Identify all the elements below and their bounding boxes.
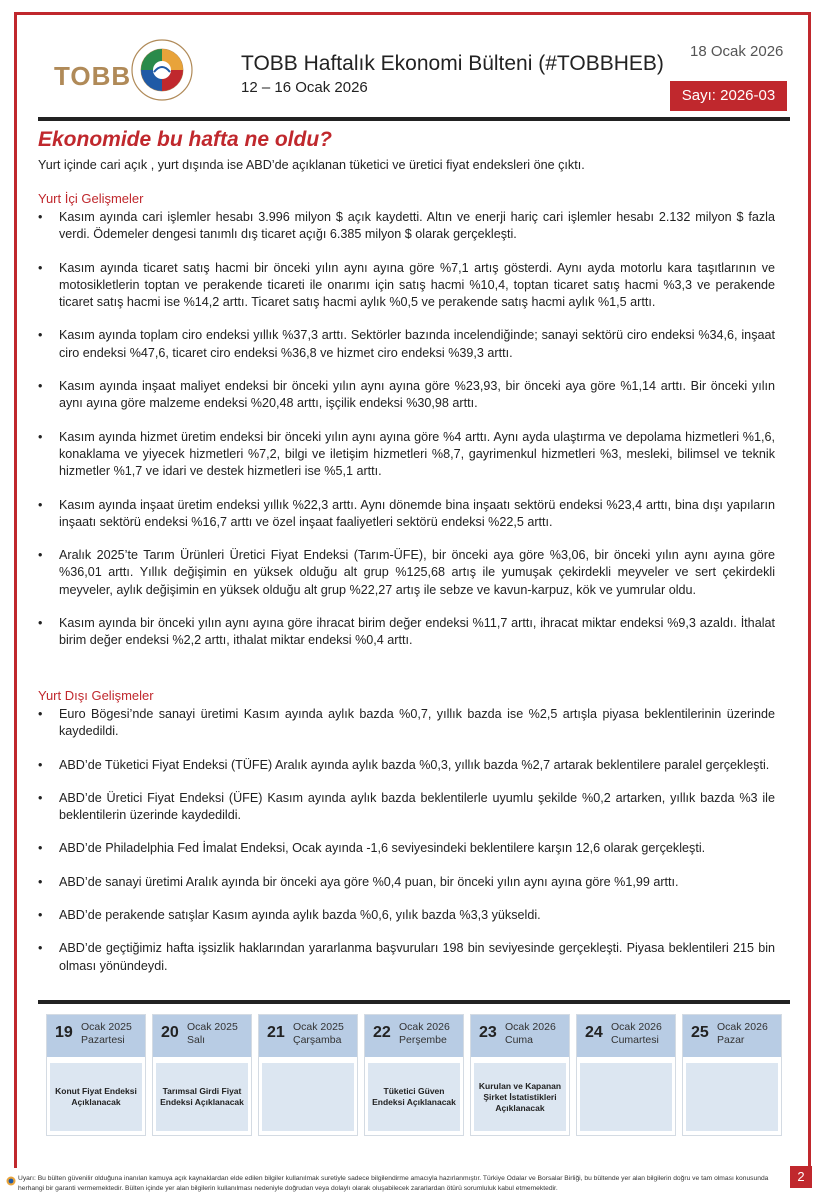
calendar-day (46, 1014, 146, 1136)
day-number: 25 (691, 1024, 709, 1041)
calendar-day-header (683, 1015, 781, 1057)
logo-text: TOBB (54, 61, 132, 91)
list-item: • Euro Bögesi’nde sanayi üretimi Kasım ayında aylık bazda %0,7, yıllık bazda ise %2,5 artışla piyasa beklentilerinin üzerinde kaydedildi. (38, 706, 775, 741)
day-month: Ocak 2026 (505, 1021, 556, 1033)
calendar-day (576, 1014, 676, 1136)
disclaimer: Uyarı: Bu bülten güvenilir olduğuna inanılan kamuya açık kaynaklardan elde edilen bilgiler kullanılmak suretiyle sadece bilgilendirme amacıyla hazırlanmıştır. Türkiye Odalar ve Borsalar Birliği, bu bültende yer alan bilgilerin doğru ve tam olması konusunda herhangi bir garanti vermemektedir. Bülten içinde yer alan bilgilerin kullanılması nedeniyle doğrudan veya dolaylı olarak oluşabilecek zararlardan ötürü sorumluluk kabul etmemektedir. (18, 1175, 769, 1192)
list-item: • Kasım ayında inşaat maliyet endeksi bir önceki yılın aynı ayına göre %23,93, bir önceki aya göre %1,14 arttı. Bir önceki yılın aynı ayına göre malzeme endeksi %20,48 arttı, işçilik endeksi %30,98 arttı. (38, 378, 775, 413)
day-name: Pazartesi (81, 1034, 125, 1046)
calendar-day-body (686, 1063, 778, 1131)
day-event: Konut Fiyat Endeksi Açıklanacak (55, 1086, 137, 1107)
calendar-divider (38, 1000, 790, 1004)
calendar-day-body (474, 1063, 566, 1131)
day-month: Ocak 2025 (293, 1021, 344, 1033)
day-number: 20 (161, 1024, 179, 1041)
calendar-day (258, 1014, 358, 1136)
list-item: • Kasım ayında ticaret satış hacmi bir önceki yılın aynı ayına göre %7,1 artış gösterdi. Aynı ayda motorlu kara taşıtlarının ve motosikletlerin toptan ve perakende ticareti ile onarımı için satış hacmi %10,4, toptan ticaret satış hacmi %3,3 ve perakende ticaret satış hacmi ise %14,2 arttı. Ticaret satış hacmi aylık %0,5 ve perakende satış hacmi aylık %1,5 arttı. (38, 260, 775, 312)
day-name: Çarşamba (293, 1034, 342, 1046)
intro-text: Yurt içinde cari açık , yurt dışında ise ABD’de açıklanan tüketici ve üretici fiyat endeksleri öne çıktı. (38, 158, 585, 172)
calendar-day-body (50, 1063, 142, 1131)
day-month: Ocak 2025 (187, 1021, 238, 1033)
domestic-list (38, 209, 775, 666)
page-number: 2 (790, 1166, 812, 1188)
calendar-day-header (577, 1015, 675, 1057)
day-number: 23 (479, 1024, 497, 1041)
issue-badge: Sayı: 2026-03 (670, 81, 787, 111)
day-month: Ocak 2025 (81, 1021, 132, 1033)
day-month: Ocak 2026 (399, 1021, 450, 1033)
foreign-list (38, 706, 775, 991)
calendar-day-body (580, 1063, 672, 1131)
day-name: Cumartesi (611, 1034, 659, 1046)
list-item: • ABD’de Tüketici Fiyat Endeksi (TÜFE) Aralık ayında aylık bazda %0,3, yıllık bazda %2,7 artarak beklentilere paralel gerçekleşti. (38, 757, 775, 774)
calendar-day-header (153, 1015, 251, 1057)
list-item: • ABD’de perakende satışlar Kasım ayında aylık bazda %0,6, yılık bazda %3,3 yükseldi. (38, 907, 775, 924)
section-title: Ekonomide bu hafta ne oldu? (38, 128, 332, 151)
day-name: Cuma (505, 1034, 534, 1046)
list-item: • Kasım ayında inşaat üretim endeksi yıllık %22,3 arttı. Aynı dönemde bina inşaatı sektörü endeksi %23,4 arttı, bina dışı yapıların inşaatı sektörü endeksi %16,7 arttı ve özel inşaat faaliyetleri sektörü endeksi %22,5 arttı. (38, 497, 775, 532)
calendar-day-body (262, 1063, 354, 1131)
calendar-day (470, 1014, 570, 1136)
day-name: Pazar (717, 1034, 745, 1046)
list-item: • Kasım ayında hizmet üretim endeksi bir önceki yılın aynı ayına göre %4 arttı. Aynı ayda ulaştırma ve depolama hizmetleri %1,6, konaklama ve yiyecek hizmetleri %7,2, bilgi ve iletişim hizmetleri %8,7, gayrimenkul hizmetleri %3, mesleki, bilimsel ve teknik hizmetler %1,7 ve idari ve destek hizmetleri ise %5,1 arttı. (38, 429, 775, 481)
bulletin-title: TOBB Haftalık Ekonomi Bülteni (#TOBBHEB) (241, 52, 664, 75)
tobb-logo (54, 36, 199, 100)
day-event: Kurulan ve Kapanan Şirket İstatistikleri Açıklanacak (478, 1080, 562, 1113)
list-item: • ABD’de Üretici Fiyat Endeksi (ÜFE) Kasım ayında aylık bazda beklentilerle uyumlu şekilde %0,2 artarken, yıllık bazda %3 ile beklentilerin üzerinde kaydedildi. (38, 790, 775, 825)
list-item: • Aralık 2025’te Tarım Ürünleri Üretici Fiyat Endeksi (Tarım-ÜFE), bir önceki aya göre %3,06, bir önceki yılın aynı ayına göre %36,01 arttı. Yıllık değişimin en yüksek olduğu alt grup %125,68 artış ile yumuşak çekirdekli meyveler ve sert çekirdekli meyveler, aylık değişimin en yüksek olduğu alt grup %22,27 artış ile sebze ve kavun-karpuz, kök ve yumrular oldu. (38, 547, 775, 599)
calendar-day-body (156, 1063, 248, 1131)
calendar-day-header (471, 1015, 569, 1057)
calendar-day-header (47, 1015, 145, 1057)
header-divider (38, 117, 790, 121)
calendar-day-body (368, 1063, 460, 1131)
list-item: • ABD’de Philadelphia Fed İmalat Endeksi, Ocak ayında -1,6 seviyesindeki beklentilere karşın 12,6 olarak gerçekleşti. (38, 840, 775, 857)
week-calendar (46, 1014, 788, 1138)
tobb-seal-icon (130, 38, 194, 102)
foreign-heading: Yurt Dışı Gelişmeler (38, 688, 154, 703)
day-month: Ocak 2026 (611, 1021, 662, 1033)
calendar-day (364, 1014, 464, 1136)
day-number: 19 (55, 1024, 73, 1041)
list-item: • Kasım ayında bir önceki yılın aynı ayına göre ihracat birim değer endeksi %11,7 arttı, ihracat miktar endeksi %9,3 azaldı. İthalat birim değer endeksi %2,2 arttı, ithalat miktar endeksi %0,4 arttı. (38, 615, 775, 650)
list-item: • Kasım ayında toplam ciro endeksi yıllık %37,3 arttı. Sektörler bazında incelendiğinde; sanayi sektörü ciro endeksi %34,6, inşaat ciro endeksi %47,6, ticaret ciro endeksi %36,8 ve hizmet ciro endeksi %39,3 arttı. (38, 327, 775, 362)
publish-date: 18 Ocak 2026 (690, 43, 784, 60)
domestic-heading: Yurt İçi Gelişmeler (38, 191, 144, 206)
bulletin-week: 12 – 16 Ocak 2026 (241, 79, 368, 96)
day-number: 21 (267, 1024, 285, 1041)
calendar-day (682, 1014, 782, 1136)
list-item: • ABD’de sanayi üretimi Aralık ayında bir önceki aya göre %0,4 puan, bir önceki yılın aynı ayına göre %1,99 arttı. (38, 874, 775, 891)
day-event: Tüketici Güven Endeksi Açıklanacak (372, 1086, 456, 1107)
day-month: Ocak 2026 (717, 1021, 768, 1033)
list-item: • Kasım ayında cari işlemler hesabı 3.996 milyon $ açık kaydetti. Altın ve enerji hariç cari işlemler hesabı 2.132 milyon $ fazla verdi. Ödemeler dengesi tanımlı dış ticaret açığı 6.385 milyon $ olarak gerçekleşti. (38, 209, 775, 244)
warning-icon (6, 1176, 16, 1186)
calendar-day-header (259, 1015, 357, 1057)
calendar-day-header (365, 1015, 463, 1057)
calendar-day (152, 1014, 252, 1136)
day-number: 22 (373, 1024, 391, 1041)
day-name: Perşembe (399, 1034, 447, 1046)
list-item: • ABD’de geçtiğimiz hafta işsizlik haklarından yararlanma başvuruları 198 bin seviyesinde gerçekleşti. Piyasa beklentileri 215 bin olması yönündeydi. (38, 940, 775, 975)
day-number: 24 (585, 1024, 603, 1041)
day-event: Tarımsal Girdi Fiyat Endeksi Açıklanacak (160, 1086, 244, 1107)
day-name: Salı (187, 1034, 206, 1046)
